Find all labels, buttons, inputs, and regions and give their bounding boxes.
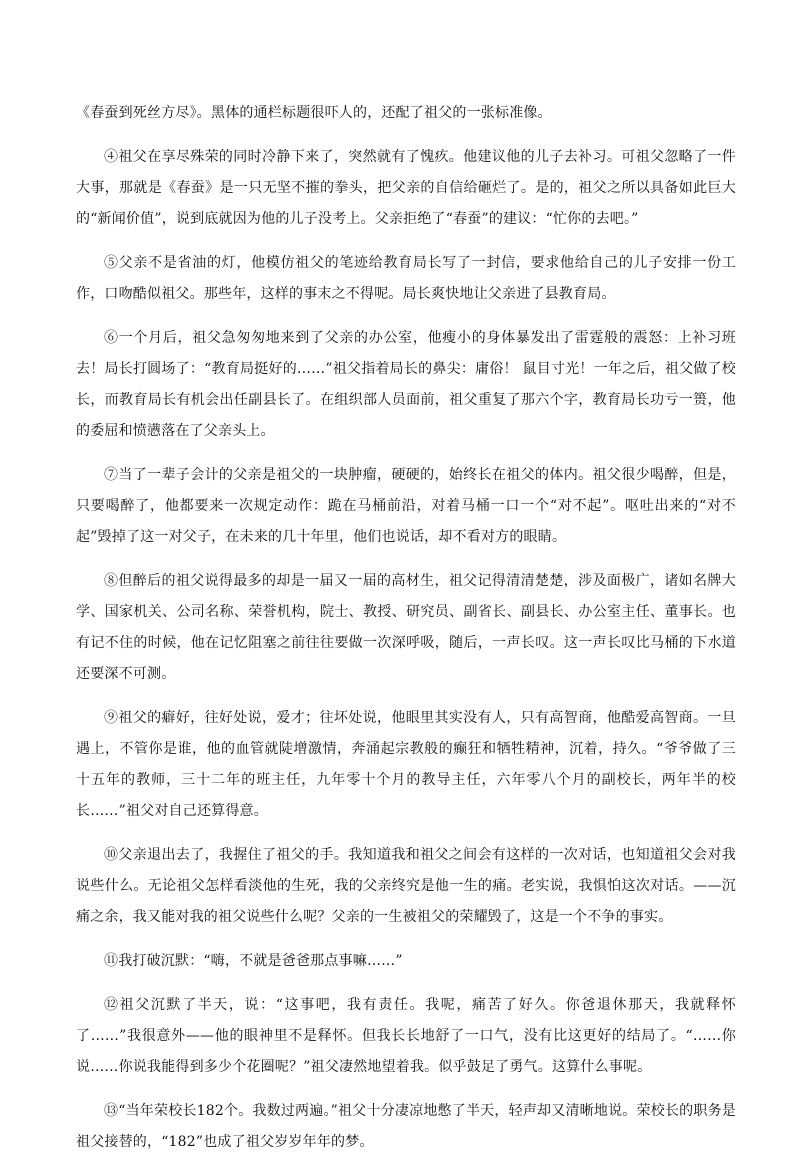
paragraph-4: ④祖父在享尽殊荣的同时冷静下来了，突然就有了愧疚。他建议他的儿子去补习。可祖父忽略了一件大事，那就是《春蚕》是一只无坚不摧的拳头，把父亲的自信给砸烂了。是的，祖父之所以具备如此巨大的“新闻价值”，说到底就因为他的儿子没考上。父亲拒绝了“春蚕”的建议：“忙你的去吧。” [76,149,736,227]
paragraph-9: ⑨祖父的癖好，往好处说，爱才；往坏处说，他眼里其实没有人，只有高智商，他酷爱高智商。一旦遇上，不管你是谁，他的血管就陡增激情，奔涌起宗教般的癫狂和牺牲精神，沉着，持久。“爷爷做了三十五年的教师，三十二年的班主任，九年零十个月的教导主任，六年零八个月的副校长，两年半的校长……”祖父对自己还算得意。 [76,710,736,819]
paragraph-continued: 《春蚕到死丝方尽》。黑体的通栏标题很吓人的，还配了祖父的一张标准像。 [76,105,552,121]
paragraph-5: ⑤父亲不是省油的灯，他模仿祖父的笔迹给教育局长写了一封信，要求他给自己的儿子安排一份工作，口吻酷似祖父。那些年，这样的事末之不得呢。局长爽快地让父亲进了县教育局。 [76,255,736,302]
paragraph-13: ⑬“当年荣校长182个。我数过两遍。”祖父十分凄凉地憋了半天，轻声却又清晰地说。荣校长的职务是祖父接替的，“182”也成了祖父岁岁年年的梦。 [76,1103,736,1150]
paragraph-8: ⑧但醉后的祖父说得最多的却是一届又一届的高材生，祖父记得清清楚楚，涉及面极广，诸如名牌大学、国家机关、公司名称、荣誉机构，院士、教授、研究员、副省长、副县长、办公室主任、董事长。也有记不住的时候，他在记忆阻塞之前往往要做一次深呼吸，随后，一声长叹。这一声长叹比马桶的下水道还要深不可测。 [76,573,736,682]
article-body [76,98,736,1171]
paragraph-11: ⑪我打破沉默：“嗨，不就是爸爸那点事嘛……” [104,953,403,969]
paragraph-7: ⑦当了一辈子会计的父亲是祖父的一块肿瘤，硬硬的，始终长在祖父的体内。祖父很少喝醉，但是，只要喝醉了，他都要来一次规定动作：跪在马桶前沿，对着马桶一口一个“对不起”。呕吐出来的“对不起”毁掉了这一对父子，在未来的几十年里，他们也说话，却不看对方的眼睛。 [76,467,736,545]
paragraph-10: ⑩父亲退出去了，我握住了祖父的手。我知道我和祖父之间会有这样的一次对话，也知道祖父会对我说些什么。无论祖父怎样看淡他的生死，我的父亲终究是他一生的痛。老实说，我惧怕这次对话。——沉痛之余，我又能对我的祖父说些什么呢？父亲的一生被祖父的荣耀毁了，这是一个不争的事实。 [76,847,736,925]
paragraph-12: ⑫祖父沉默了半天，说：“这事吧，我有责任。我呢，痛苦了好久。你爸退休那天，我就释怀了……”我很意外——他的眼神里不是释怀。但我长长地舒了一口气，没有比这更好的结局了。“……你说……你说我能得到多少个花圈呢？”祖父凄然地望着我。似乎鼓足了勇气。这算什么事呢。 [76,997,736,1075]
paragraph-6: ⑥一个月后，祖父急匆匆地来到了父亲的办公室，他瘦小的身体暴发出了雷霆般的震怒：上补习班去！局长打圆场了：“教育局挺好的……”祖父指着局长的鼻尖：庸俗！ 鼠目寸光！一年之后，祖父做了校长，而教育局长有机会出任副县长了。在组织部人员面前，祖父重复了那六个字，教育局长功亏一篑，他的委屈和愤懑落在了父亲头上。 [76,330,736,439]
